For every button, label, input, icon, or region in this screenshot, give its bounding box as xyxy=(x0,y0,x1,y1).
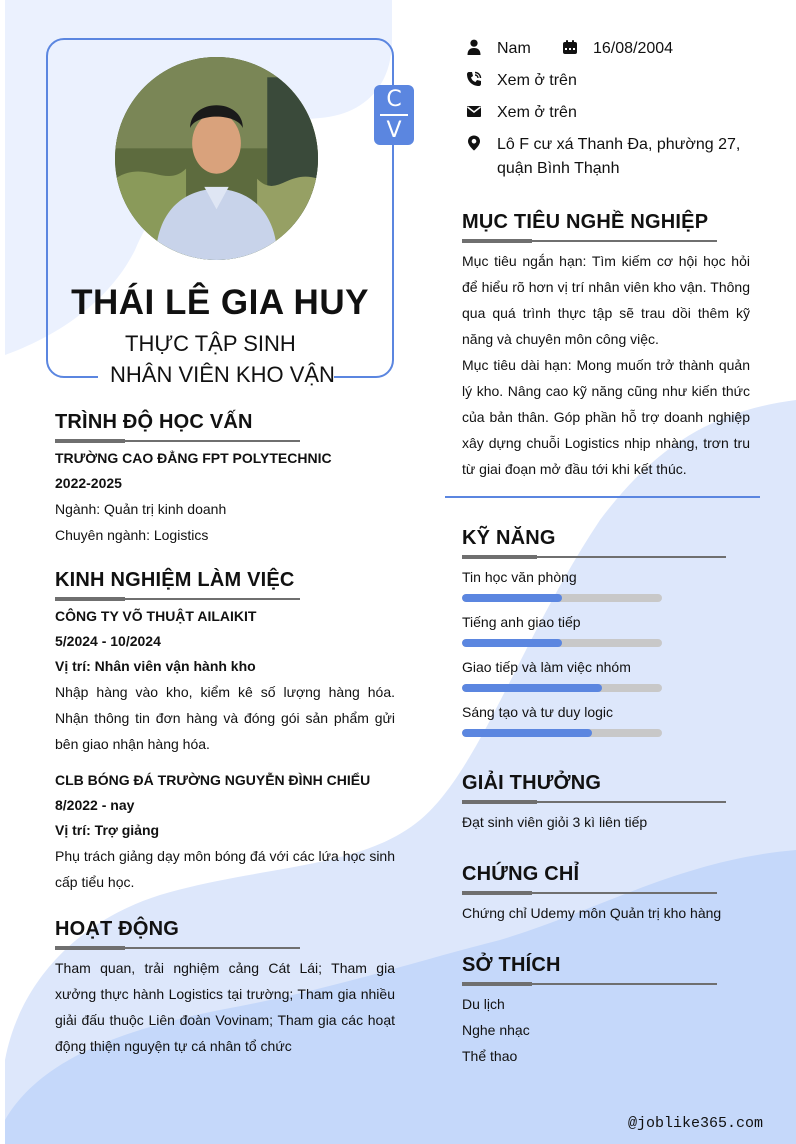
mail-icon xyxy=(464,101,484,121)
skill-bar-track xyxy=(462,639,662,647)
objective-short-term: Mục tiêu ngắn hạn: Tìm kiếm cơ hội học hỏi để hiểu rõ hơn vị trí nhân viên kho vận. Thông qua quá trình thực tập sẽ trau dồi thêm kỹ năng và chuyên môn công việc. xyxy=(462,253,750,347)
education-specialization: Chuyên ngành: Logistics xyxy=(55,527,209,543)
certificates-heading: CHỨNG CHỈ xyxy=(462,863,580,885)
location-pin-icon xyxy=(464,133,484,153)
section-education xyxy=(55,410,300,443)
skill-label: Giao tiếp và làm việc nhóm xyxy=(462,659,631,675)
cv-badge-separator xyxy=(380,114,408,116)
section-experience xyxy=(55,568,300,601)
objective-long-term: Mục tiêu dài hạn: Mong muốn trở thành quản lý kho. Nâng cao kỹ năng cũng như kiến thức của bản thân. Góp phần hỗ trợ doanh nghiệp xây dựng chuỗi Logistics nhịp nhàng, trơn tru từ giai đoạn mở đầu tới khi kết thúc. xyxy=(462,357,750,477)
hobby-item: Du lịch xyxy=(462,996,505,1012)
experience-position: Vị trí: Trợ giảng xyxy=(55,822,160,838)
heading-underline xyxy=(462,239,717,243)
experience-item xyxy=(55,768,395,895)
contact-address xyxy=(464,133,740,181)
experience-period: 8/2022 - nay xyxy=(55,797,135,813)
skill-bar-track xyxy=(462,594,662,602)
experience-period: 5/2024 - 10/2024 xyxy=(55,633,161,649)
contact-gender xyxy=(464,37,531,61)
phone-value: Xem ở trên xyxy=(497,72,577,89)
address-value xyxy=(497,133,740,181)
gender-value: Nam xyxy=(497,40,531,57)
experience-description: Nhập hàng vào kho, kiểm kê số lượng hàng hóa. Nhận thông tin đơn hàng và đóng gói sản phẩm gửi bên giao nhận hàng hóa. xyxy=(55,684,395,752)
activities-heading: HOẠT ĐỘNG xyxy=(55,918,180,940)
education-school: TRƯỜNG CAO ĐẲNG FPT POLYTECHNIC xyxy=(55,450,332,466)
skills-heading: KỸ NĂNG xyxy=(462,527,556,549)
hobby-item: Nghe nhạc xyxy=(462,1022,530,1038)
skill-bar-track xyxy=(462,684,662,692)
skill-item xyxy=(462,702,662,737)
heading-underline xyxy=(462,800,726,804)
experience-item xyxy=(55,604,395,757)
hobbies-list xyxy=(462,991,530,1069)
email-value: Xem ở trên xyxy=(497,104,577,121)
experience-company: CLB BÓNG ĐÁ TRƯỜNG NGUYỄN ĐÌNH CHIỂU xyxy=(55,772,371,788)
experience-description: Phụ trách giảng dạy môn bóng đá với các lứa học sinh cấp tiểu học. xyxy=(55,848,395,890)
skill-label: Tin học văn phòng xyxy=(462,569,577,585)
avatar-illustration xyxy=(115,57,318,260)
address-line1: Lô F cư xá Thanh Đa, phường 27, xyxy=(497,136,741,153)
education-major: Ngành: Quản trị kinh doanh xyxy=(55,501,227,517)
candidate-title-line1: THỰC TẬP SINH xyxy=(125,331,296,356)
activities-text: Tham quan, trải nghiệm cảng Cát Lái; Tham gia xưởng thực hành Logistics tại trường; Tham gia nhiều giải đấu thuộc Liên đoàn Vovinam; Tham gia các hoạt động thiện nguyện tự cá nhân tổ chức xyxy=(55,960,395,1054)
skill-item xyxy=(462,657,662,692)
hobby-item: Thể thao xyxy=(462,1048,518,1064)
hobbies-heading: SỞ THÍCH xyxy=(462,954,561,976)
section-awards xyxy=(462,771,726,804)
experience-company: CÔNG TY VÕ THUẬT AILAIKIT xyxy=(55,608,257,624)
objective-heading: MỤC TIÊU NGHỀ NGHIỆP xyxy=(462,211,709,233)
experience-position: Vị trí: Nhân viên vận hành kho xyxy=(55,658,256,674)
experience-heading: KINH NGHIỆM LÀM VIỆC xyxy=(55,569,295,591)
contact-email xyxy=(464,101,577,125)
heading-underline xyxy=(462,982,717,986)
contact-phone xyxy=(464,69,577,93)
skill-label: Sáng tạo và tư duy logic xyxy=(462,704,614,720)
award-item: Đạt sinh viên giỏi 3 kì liên tiếp xyxy=(462,814,648,830)
candidate-name: THÁI LÊ GIA HUY xyxy=(71,283,369,322)
education-years: 2022-2025 xyxy=(55,475,122,491)
skill-item xyxy=(462,567,662,602)
section-skills xyxy=(462,526,726,559)
skill-bar-fill xyxy=(462,594,562,602)
person-icon xyxy=(464,37,484,57)
section-divider xyxy=(445,496,760,498)
skill-bar-fill xyxy=(462,684,602,692)
section-certificates xyxy=(462,862,717,895)
birthday-value: 16/08/2004 xyxy=(593,40,674,57)
phone-icon xyxy=(464,69,484,89)
section-activities xyxy=(55,917,300,950)
skill-bar-fill xyxy=(462,729,592,737)
cv-badge xyxy=(374,85,414,145)
skill-bar-fill xyxy=(462,639,562,647)
candidate-title-line2: NHÂN VIÊN KHO VẬN xyxy=(110,362,335,387)
avatar-photo xyxy=(115,57,318,260)
skill-item xyxy=(462,612,662,647)
cv-badge-c: C xyxy=(386,86,402,112)
education-heading: TRÌNH ĐỘ HỌC VẤN xyxy=(55,411,253,433)
contact-birthday xyxy=(560,37,673,61)
certificate-item: Chứng chỉ Udemy môn Quản trị kho hàng xyxy=(462,905,722,921)
section-objective xyxy=(462,210,717,243)
awards-heading: GIẢI THƯỞNG xyxy=(462,772,602,794)
heading-underline xyxy=(55,597,300,601)
heading-underline xyxy=(462,555,726,559)
watermark: @joblike365.com xyxy=(627,1115,763,1132)
address-line2: quận Bình Thạnh xyxy=(497,160,620,177)
calendar-icon xyxy=(560,37,580,57)
section-hobbies xyxy=(462,953,717,986)
skill-bar-track xyxy=(462,729,662,737)
education-details xyxy=(55,446,395,548)
heading-underline xyxy=(55,439,300,443)
heading-underline xyxy=(55,946,300,950)
skill-label: Tiếng anh giao tiếp xyxy=(462,614,581,630)
heading-underline xyxy=(462,891,717,895)
cv-badge-v: V xyxy=(386,117,402,143)
